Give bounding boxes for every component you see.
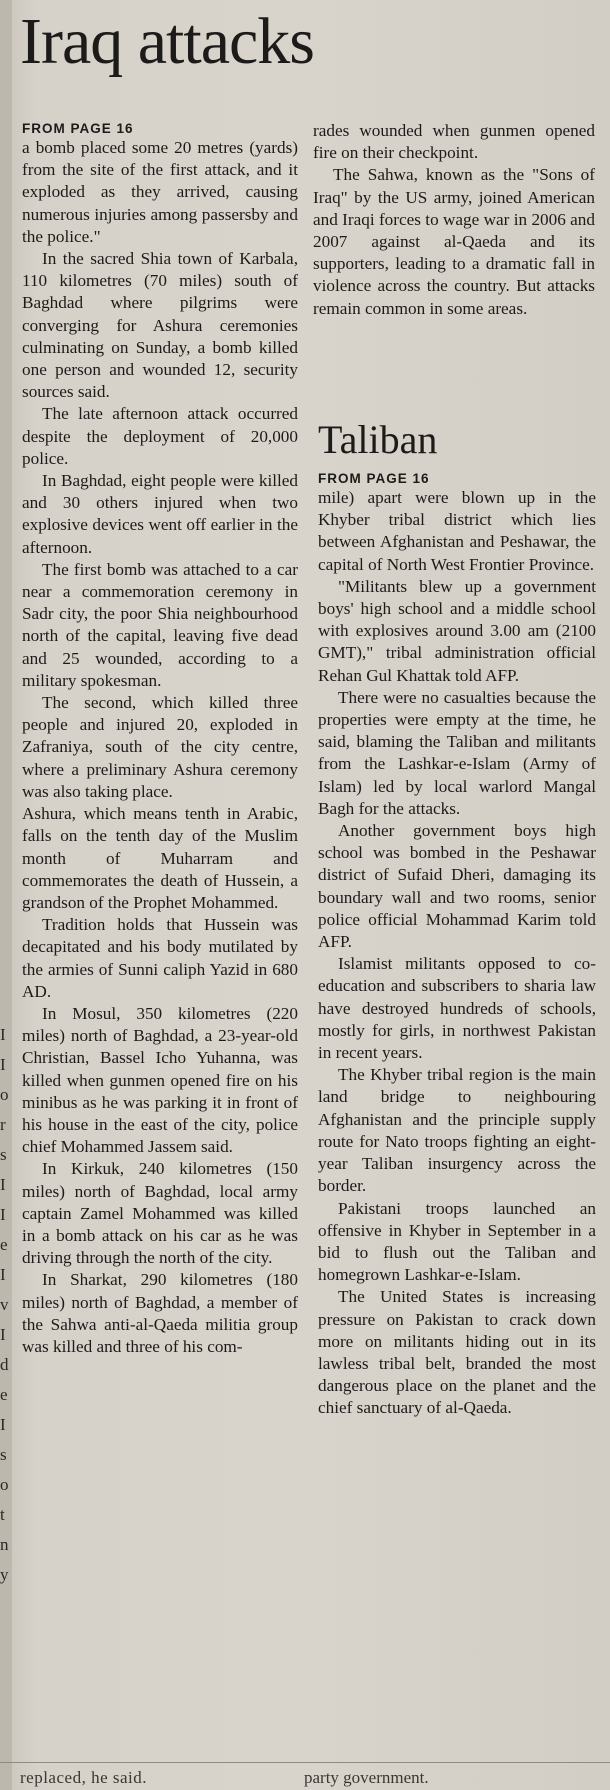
iraq-paragraph: In Baghdad, eight people were killed and 30 others injured when two explosive devices went off earlier in the afternoon.: [22, 471, 298, 557]
taliban-paragraph: Another government boys high school was bombed in the Peshawar district of Sufaid Dheri, damaging its boundary wall and two rooms, senior police official Mohammad Karim told AFP.: [318, 821, 596, 952]
footer-fragment-right: party government.: [304, 1768, 429, 1787]
iraq-paragraph: The second, which killed three people and injured 20, exploded in Zafraniya, south of the city centre, where a preliminary Ashura ceremony was also taking place.: [22, 693, 298, 801]
gutter-fragment: n: [0, 1535, 9, 1554]
gutter-fragment: I: [0, 1055, 6, 1074]
taliban-paragraph: Pakistani troops launched an offensive in Khyber in September in a bid to flush out the Taliban and homegrown Lashkar-e-Islam.: [318, 1198, 596, 1285]
taliban-kicker: FROM PAGE 16: [318, 471, 430, 486]
adjacent-column-fragments: [0, 1020, 10, 1590]
iraq-paragraph: Ashura, which means tenth in Arabic, falls on the tenth day of the Muslim month of Muharram and commemorates the death of Hussein, a grandson of the Prophet Mohammed.: [22, 804, 298, 912]
iraq-paragraph: In Kirkuk, 240 kilometres (150 miles) north of Baghdad, local army captain Zamel Mohammed was killed in a bomb attack on his car as he was driving through the north of the city.: [22, 1159, 298, 1268]
gutter-fragment: r: [0, 1115, 6, 1134]
gutter-fragment: I: [0, 1415, 6, 1434]
iraq-paragraph: a bomb placed some 20 metres (yards) from the site of the first attack, and it exploded as they arrived, causing numerous injuries among passersby and the police.": [22, 138, 298, 246]
gutter-fragment: y: [0, 1565, 9, 1584]
iraq-paragraph: In Sharkat, 290 kilometres (180 miles) north of Baghdad, a member of the Sahwa anti-al-Qaeda militia group was killed and three of his com-: [22, 1270, 298, 1356]
taliban-paragraph: The United States is increasing pressure on Pakistan to crack down more on militants hiding out in its lawless tribal belt, branded the most dangerous place on the planet and the chief sanctuary of al-Qaeda.: [318, 1287, 596, 1418]
taliban-paragraph: The Khyber tribal region is the main land bridge to neighbouring Afghanistan and the principle supply route for Nato troops fighting an eight-year Taliban insurgency across the border.: [318, 1065, 596, 1196]
taliban-paragraph: There were no casualties because the properties were empty at the time, he said, blaming the Taliban and militants from the Lashkar-e-Islam (Army of Islam) led by local warlord Mangal Bagh for the attacks.: [318, 687, 596, 818]
gutter-fragment: d: [0, 1355, 9, 1374]
gutter-fragment: o: [0, 1085, 9, 1104]
iraq-kicker: FROM PAGE 16: [22, 121, 134, 136]
taliban-headline: Taliban: [318, 417, 438, 462]
iraq-paragraph: In Mosul, 350 kilometres (220 miles) north of Baghdad, a 23-year-old Christian, Bassel Icho Yuhanna, was killed when gunmen opened fire on his minibus as he was parking it in front of his house in the east of the city, police chief Mohammed Jassem said.: [22, 1003, 298, 1157]
gutter-fragment: s: [0, 1445, 7, 1464]
taliban-paragraph: mile) apart were blown up in the Khyber tribal district which lies between Afghanistan and Peshawar, the capital of North West Frontier Province.: [318, 488, 596, 574]
gutter-fragment: I: [0, 1205, 6, 1224]
iraq-paragraph: rades wounded when gunmen opened fire on their checkpoint.: [313, 121, 595, 163]
footer-fragment-left: replaced, he said.: [20, 1768, 147, 1787]
page-fold-divider: [0, 1762, 610, 1763]
gutter-fragment: v: [0, 1295, 9, 1314]
gutter-fragment: o: [0, 1475, 9, 1494]
gutter-fragment: I: [0, 1025, 6, 1044]
iraq-article-left-column: [22, 120, 298, 1358]
iraq-paragraph: The Sahwa, known as the "Sons of Iraq" by the US army, joined American and Iraqi forces to wage war in 2006 and 2007 against al-Qaeda and its supporters, leading to a dramatic fall in violence across the country. But attacks remain common in some areas.: [313, 165, 595, 318]
gutter-fragment: t: [0, 1505, 5, 1524]
gutter-fragment: I: [0, 1325, 6, 1344]
taliban-paragraph: "Militants blew up a government boys' high school and a middle school with explosives around 3.00 am (2100 GMT)," tribal administration official Rehan Gul Khattak told AFP.: [318, 576, 596, 685]
iraq-paragraph: Tradition holds that Hussein was decapitated and his body mutilated by the armies of Sunni caliph Yazid in 680 AD.: [22, 915, 298, 1001]
taliban-paragraph: Islamist militants opposed to co-education and subscribers to sharia law have destroyed hundreds of schools, mostly for girls, in northwest Pakistan in recent years.: [318, 954, 596, 1063]
iraq-paragraph: The first bomb was attached to a car near a commemoration ceremony in Sadr city, the poor Shia neighbourhood north of the capital, leaving five dead and 25 wounded, according to a military spokesman.: [22, 559, 298, 690]
gutter-fragment: I: [0, 1265, 6, 1284]
iraq-paragraph: The late afternoon attack occurred despite the deployment of 20,000 police.: [22, 404, 298, 468]
gutter-fragment: e: [0, 1385, 8, 1404]
gutter-fragment: s: [0, 1145, 7, 1164]
iraq-headline: Iraq attacks: [20, 5, 314, 78]
iraq-article-right-column: [313, 120, 595, 320]
taliban-article-column: [318, 470, 596, 1420]
gutter-fragment: I: [0, 1175, 6, 1194]
gutter-fragment: e: [0, 1235, 8, 1254]
iraq-paragraph: In the sacred Shia town of Karbala, 110 kilometres (70 miles) south of Baghdad where pilgrims were converging for Ashura ceremonies culminating on Sunday, a bomb killed one person and wounded 12, security sources said.: [22, 249, 298, 402]
